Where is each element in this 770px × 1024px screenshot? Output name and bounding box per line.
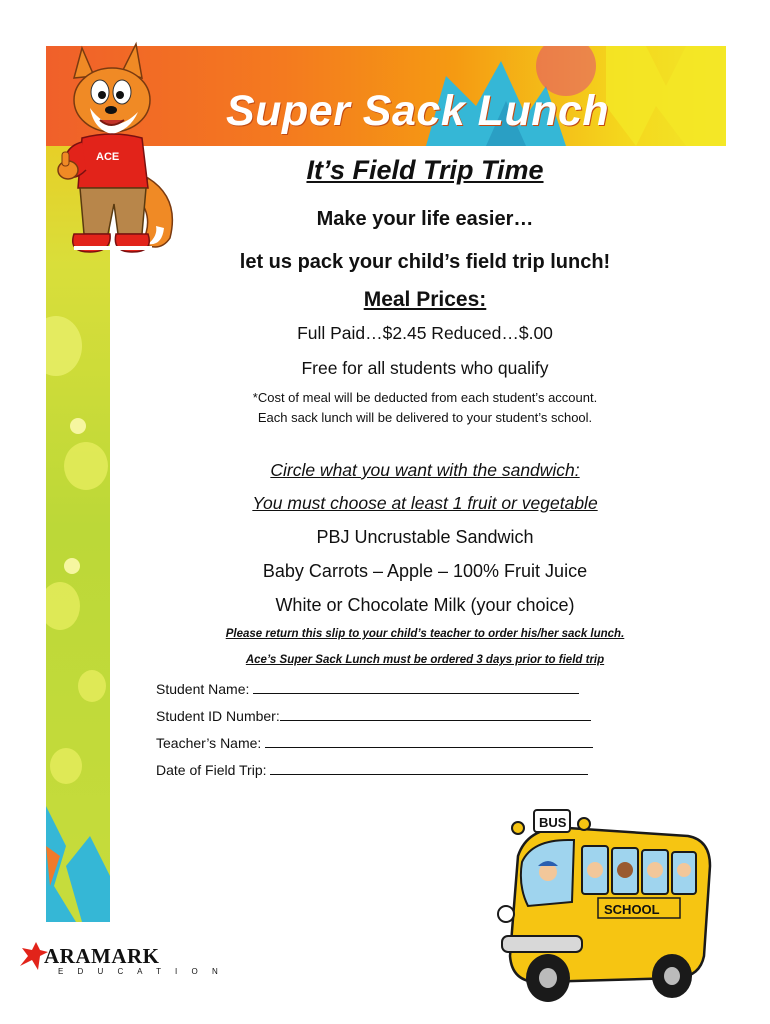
aramark-wordmark: ARAMARK xyxy=(44,944,160,968)
trip-date-line[interactable] xyxy=(270,760,588,775)
bus-school-text: SCHOOL xyxy=(604,902,660,917)
page-title: Super Sack Lunch xyxy=(226,87,610,135)
student-name-line[interactable] xyxy=(253,679,579,694)
menu-item-sandwich[interactable]: PBJ Uncrustable Sandwich xyxy=(316,527,534,547)
choose-instruction: You must choose at least 1 fruit or vegetable xyxy=(252,493,598,513)
bus-sign-text: BUS xyxy=(539,815,567,830)
aramark-tagline: E D U C A T I O N xyxy=(58,967,224,976)
menu-item-sides[interactable]: Baby Carrots – Apple – 100% Fruit Juice xyxy=(262,561,588,581)
student-name-label: Student Name: xyxy=(156,681,250,697)
student-id-line[interactable] xyxy=(280,706,591,721)
order-deadline-note: Ace’s Super Sack Lunch must be ordered 3 days prior to field trip xyxy=(245,654,605,666)
tagline-easier: Make your life easier… xyxy=(316,208,534,230)
return-slip-note: Please return this slip to your child’s teacher to order his/her sack lunch. xyxy=(225,628,625,640)
mascot-shirt-text: ACE xyxy=(96,151,120,163)
meal-prices-line: Full Paid…$2.45 Reduced…$.00 xyxy=(297,323,553,343)
tagline-pack-lunch: let us pack your child’s field trip lunch! xyxy=(239,251,611,273)
teacher-name-label: Teacher’s Name: xyxy=(156,735,262,751)
school-bus xyxy=(488,806,718,1016)
subtitle: It’s Field Trip Time xyxy=(306,155,544,185)
trip-date-field[interactable] xyxy=(156,760,588,778)
meal-prices-heading: Meal Prices: xyxy=(363,288,487,311)
menu-item-milk[interactable]: White or Chocolate Milk (your choice) xyxy=(275,595,575,615)
teacher-name-line[interactable] xyxy=(265,733,593,748)
teacher-name-field[interactable] xyxy=(156,733,593,751)
circle-instruction: Circle what you want with the sandwich: xyxy=(270,460,580,480)
free-meal-line: Free for all students who qualify xyxy=(301,358,549,378)
student-id-label: Student ID Number: xyxy=(156,708,280,724)
student-name-field[interactable] xyxy=(156,679,579,697)
school-bus-image xyxy=(488,806,718,1016)
trip-date-label: Date of Field Trip: xyxy=(156,762,267,778)
student-id-field[interactable] xyxy=(156,706,591,724)
delivery-note: Each sack lunch will be delivered to your student’s school. xyxy=(257,410,593,425)
cost-note: *Cost of meal will be deducted from each student’s account. xyxy=(252,390,598,405)
